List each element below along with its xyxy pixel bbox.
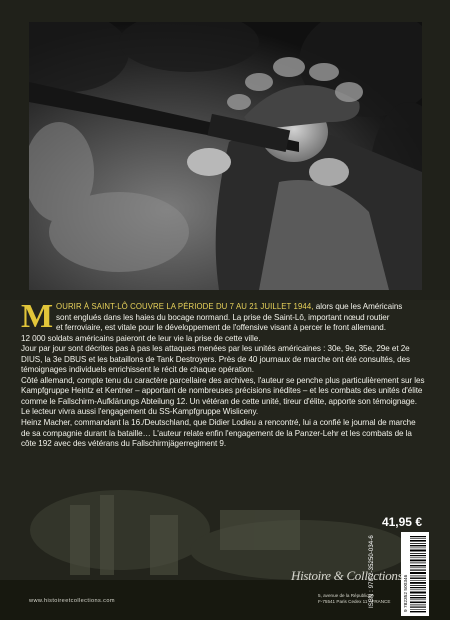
address-line-2: F-75541 Paris Cedex 11 - FRANCE [318, 599, 391, 604]
barcode [401, 532, 429, 616]
isbn: ISBN : 978-2-35250-034-6 [369, 535, 375, 608]
blurb-line2: sont englués dans les haies du bocage normand. La prise de Saint-Lô, important nœud routier [56, 312, 390, 322]
barcode-number: 9 782352 500346 [404, 574, 409, 612]
blurb-lead: OURIR À SAINT-LÔ COUVRE LA PÉRIODE DU 7 AU 21 JUILLET 1944, [56, 302, 314, 311]
blurb-paragraph-4: Heinz Macher, commandant la 16./Deutschland, que Didier Lodieu a rencontré, lui a confié le journal de marche de sa compagnie durant la bataille… L'auteur relate enfin l'engagement de la Panzer-Lehr et les combats de la côte 192 avec des vétérans du Fallschirmjägerregiment 9. [21, 418, 416, 449]
blurb-paragraph-2: Jour par jour sont décrites pas à pas les attaques menées par les unités américaines : 30e, 9e, 35e, 29e et 2e DIUS, la 3e DBUS et les bataillons de Tank Destroyers. Près de 40 journaux de marche ont été consultés, des témoignages individuels enrichissent le récit de chaque opération. [21, 344, 411, 375]
website-url[interactable]: www.histoireetcollections.com [29, 598, 115, 604]
price: 41,95 € [381, 515, 422, 529]
blurb-line4: 12 000 soldats américains paieront de leur vie la prise de cette ville. [21, 333, 261, 343]
blurb-line3: et ferroviaire, est vitale pour le développement de l'offensive visant à percer le front allemand. [56, 323, 386, 333]
cover-photo-soldier [29, 22, 422, 290]
blurb-paragraph-3: Côté allemand, compte tenu du caractère parcellaire des archives, l'auteur se penche plus particulièrement sur les Kampfgruppe Heintz et Kentner – apportant de nombreuses précisions inédites – et les combats des unités d'élite comme le Fallschirm-Aufklärungs Abteilung 12. Un vétéran de cette unité, tireur d'élite, apporte son témoignage. Le lecteur vivra aussi l'engagement du SS-Kampfgruppe Wisliceny. [21, 375, 425, 417]
publisher-address [318, 593, 391, 605]
drop-cap: M [21, 298, 54, 335]
address-line-1: 5, avenue de la République [318, 593, 374, 598]
blurb-line1-rest: alors que les Américains [313, 302, 403, 311]
publisher-logo: Histoire & Collections [291, 568, 403, 583]
back-cover-blurb [21, 298, 426, 450]
